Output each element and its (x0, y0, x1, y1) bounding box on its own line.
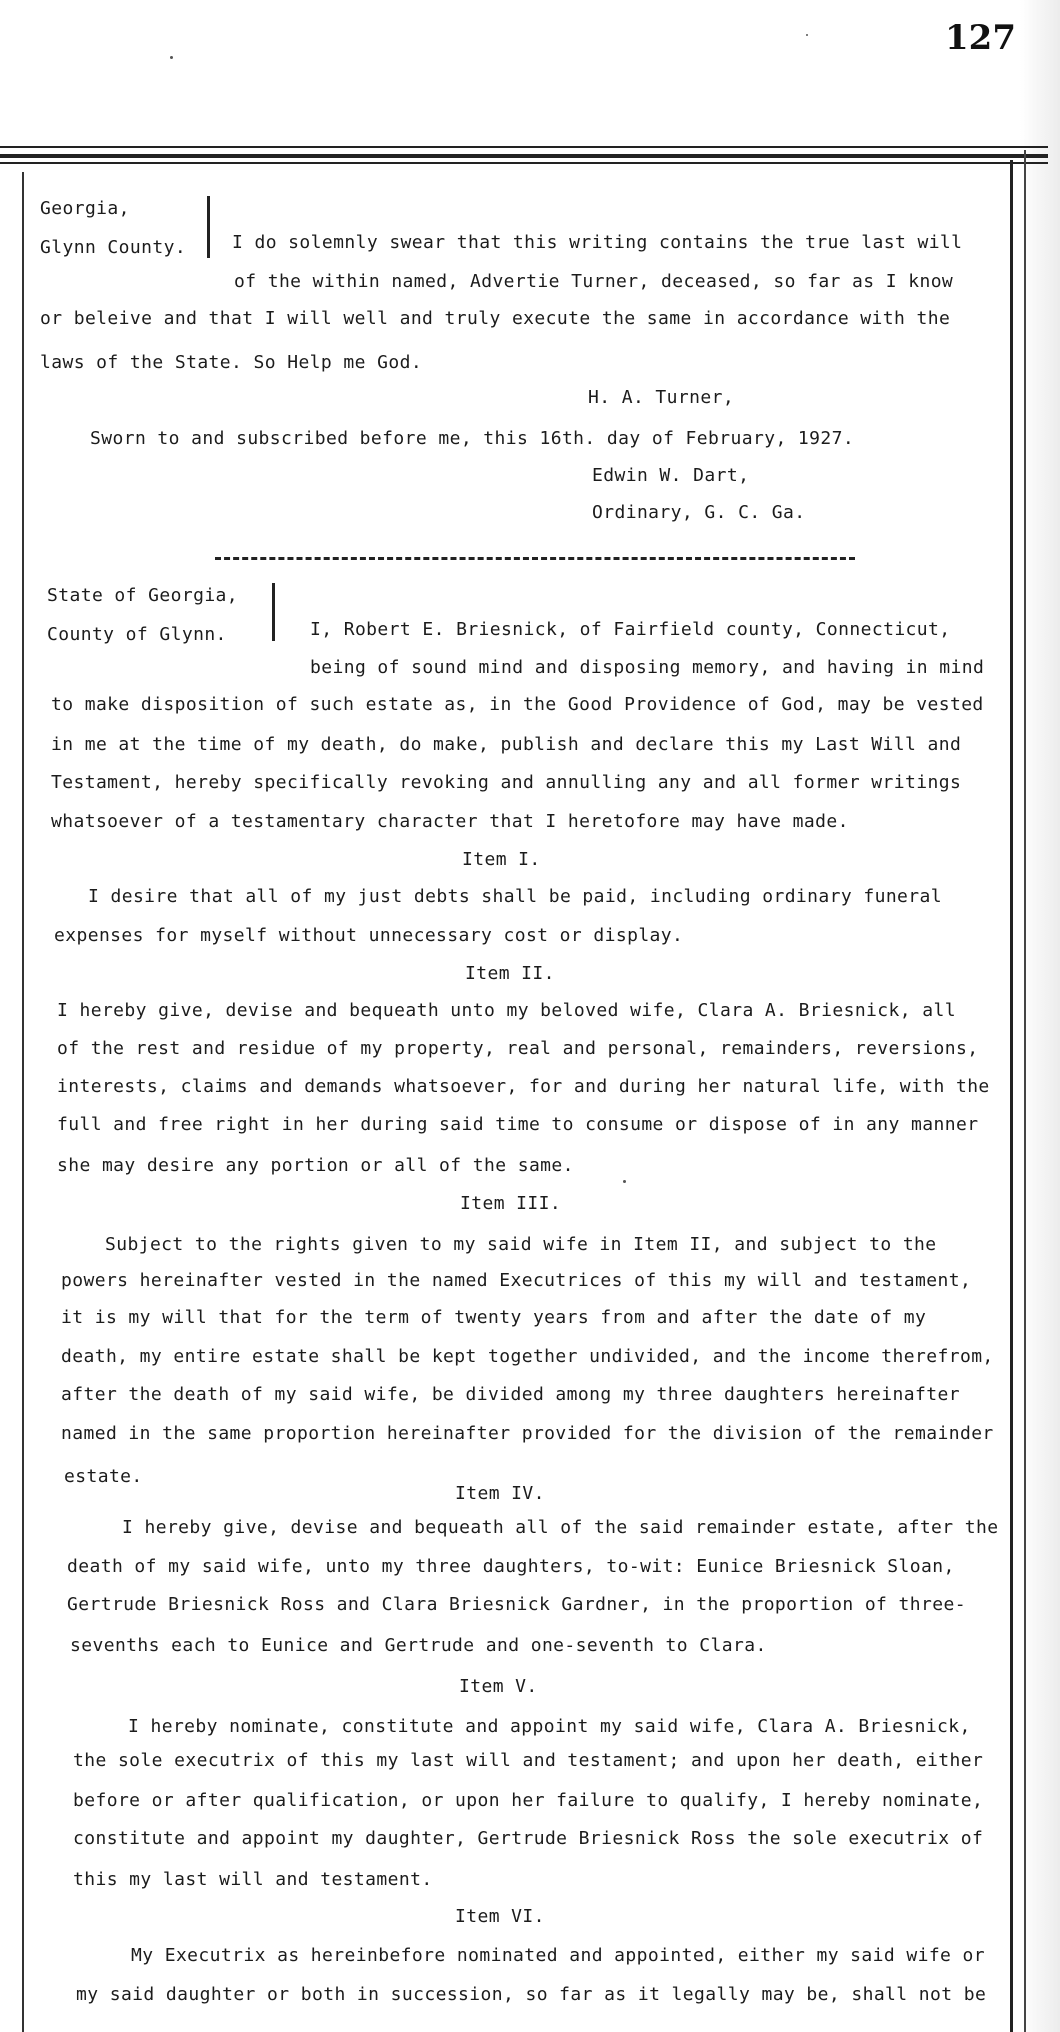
official-name: Edwin W. Dart, (592, 465, 750, 486)
item-text-line: Gertrude Briesnick Ross and Clara Briesnick Gardner, in the proportion of three- (67, 1594, 966, 1615)
item-text-line: this my last will and testament. (73, 1869, 433, 1890)
oath-text-line: laws of the State. So Help me God. (40, 352, 423, 373)
item-text-line: I desire that all of my just debts shall be paid, including ordinary funeral (88, 886, 943, 907)
will-intro-line: in me at the time of my death, do make, publish and declare this my Last Will and (51, 734, 962, 755)
item-title: Item VI. (455, 1906, 545, 1927)
official-title: Ordinary, G. C. Ga. (592, 502, 806, 523)
will-intro-line: to make disposition of such estate as, in the Good Providence of God, may be vested (51, 694, 984, 715)
item-text-line: it is my will that for the term of twenty years from and after the date of my (61, 1307, 927, 1328)
sworn-statement: Sworn to and subscribed before me, this 16th. day of February, 1927. (90, 428, 855, 449)
left-margin-rule (22, 172, 24, 2032)
item-text-line: my said daughter or both in succession, so far as it legally may be, shall not be (76, 1984, 987, 2005)
item-text-line: My Executrix as hereinbefore nominated and appointed, either my said wife or (131, 1945, 986, 1966)
scan-speck (170, 56, 173, 59)
item-title: Item II. (465, 963, 555, 984)
item-text-line: after the death of my said wife, be divided among my three daughters hereinafter (61, 1384, 960, 1405)
item-text-line: named in the same proportion hereinafter provided for the division of the remainder (61, 1423, 994, 1444)
right-margin-rule (1010, 160, 1013, 2032)
item-text-line: death, my entire estate shall be kept together undivided, and the income therefrom, (61, 1346, 994, 1367)
item-text-line: Subject to the rights given to my said wife in Item II, and subject to the (105, 1234, 937, 1255)
page-number: 127 (945, 18, 1016, 58)
scan-edge-shading (1020, 0, 1060, 2032)
item-text-line: I hereby give, devise and bequeath all of the said remainder estate, after the (122, 1517, 999, 1538)
will-intro-line: I, Robert E. Briesnick, of Fairfield county, Connecticut, (310, 619, 951, 640)
item-text-line: constitute and appoint my daughter, Gertrude Briesnick Ross the sole executrix of (73, 1828, 984, 1849)
oath-signer: H. A. Turner, (588, 387, 735, 408)
item-text-line: expenses for myself without unnecessary cost or display. (54, 925, 684, 946)
item-text-line: powers hereinafter vested in the named Executrices of this my will and testament, (61, 1270, 972, 1291)
item-title: Item V. (459, 1676, 538, 1697)
top-rule (0, 162, 1048, 164)
will-intro-line: whatsoever of a testamentary character that I heretofore may have made. (51, 811, 849, 832)
oath-heading-state: Georgia, (40, 198, 130, 219)
heading-bracket (272, 583, 275, 641)
scan-speck (806, 34, 808, 36)
oath-heading-county: Glynn County. (40, 237, 187, 258)
top-rule-thick (0, 154, 1048, 158)
item-text-line: she may desire any portion or all of the same. (57, 1155, 574, 1176)
will-heading-state: State of Georgia, (47, 585, 239, 606)
item-text-line: of the rest and residue of my property, real and personal, remainders, reversions, (57, 1038, 979, 1059)
item-text-line: interests, claims and demands whatsoever, for and during her natural life, with the (57, 1076, 990, 1097)
will-intro-line: Testament, hereby specifically revoking and annulling any and all former writings (51, 772, 962, 793)
scan-speck (623, 1180, 626, 1183)
will-intro-line: being of sound mind and disposing memory, and having in mind (310, 657, 985, 678)
item-text-line: before or after qualification, or upon her failure to qualify, I hereby nominate, (73, 1790, 984, 1811)
item-text-line: the sole executrix of this my last will and testament; and upon her death, either (73, 1750, 984, 1771)
item-title: Item IV. (455, 1483, 545, 1504)
item-title: Item I. (462, 849, 541, 870)
item-text-line: death of my said wife, unto my three daughters, to-wit: Eunice Briesnick Sloan, (67, 1556, 955, 1577)
heading-bracket (207, 196, 210, 258)
section-divider (215, 557, 855, 560)
item-text-line: I hereby give, devise and bequeath unto my beloved wife, Clara A. Briesnick, all (57, 1000, 956, 1021)
item-text-line: sevenths each to Eunice and Gertrude and one-seventh to Clara. (70, 1635, 767, 1656)
oath-text-line: of the within named, Advertie Turner, deceased, so far as I know (234, 271, 954, 292)
oath-text-line: or beleive and that I will well and truly execute the same in accordance with the (40, 308, 951, 329)
right-margin-rule (1024, 150, 1026, 2032)
item-title: Item III. (460, 1193, 562, 1214)
will-heading-county: County of Glynn. (47, 624, 227, 645)
item-text-line: full and free right in her during said time to consume or dispose of in any manner (57, 1114, 979, 1135)
oath-text-line: I do solemnly swear that this writing contains the true last will (232, 232, 963, 253)
top-rule (0, 146, 1048, 148)
item-text-line: I hereby nominate, constitute and appoint my said wife, Clara A. Briesnick, (128, 1716, 971, 1737)
item-text-line: estate. (64, 1466, 143, 1487)
